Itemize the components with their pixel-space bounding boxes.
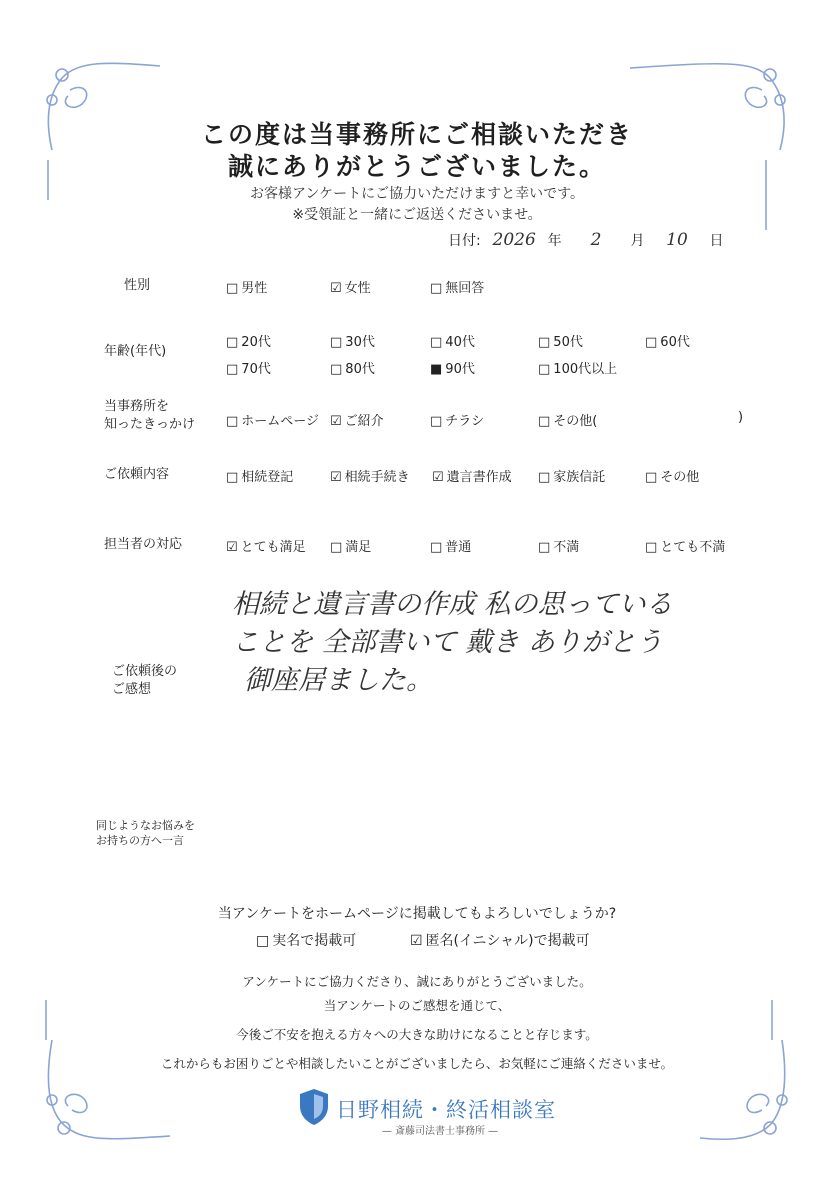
staff-option-very-satisfied[interactable] <box>226 536 306 555</box>
date-month[interactable]: 2 <box>590 230 602 250</box>
option-label: 遺言書作成 <box>446 470 512 485</box>
subtitle-line-1: お客様アンケートにご協力いただけますと幸いです。 <box>249 186 585 202</box>
age-option-40[interactable] <box>430 331 475 350</box>
request-option-registration[interactable] <box>226 466 293 485</box>
checkbox-icon: □ <box>538 540 551 555</box>
checkbox-icon: □ <box>226 335 239 350</box>
option-label: 家族信託 <box>553 470 606 485</box>
option-label: 30代 <box>345 335 375 350</box>
checkbox-icon: ☑ <box>226 540 238 555</box>
message-label-line-2: お持ちの方へ一言 <box>96 834 184 847</box>
checkbox-icon: □ <box>538 362 551 377</box>
checkbox-icon: □ <box>226 362 239 377</box>
shield-logo-icon <box>298 1088 330 1126</box>
impression-hand-line-2: ことを 全部書いて 戴き ありがとう <box>232 627 663 658</box>
option-label: 不満 <box>553 540 580 555</box>
referral-label-line-2: 知ったきっかけ <box>104 417 196 432</box>
checkbox-icon: ☑ <box>330 414 342 429</box>
option-label: 匿名(イニシャル)で掲載可 <box>425 933 590 949</box>
date-month-unit: 月 <box>630 233 645 249</box>
gender-option-none[interactable] <box>430 277 484 296</box>
checkbox-icon: □ <box>226 281 239 296</box>
checkbox-icon: □ <box>645 470 658 485</box>
age-option-60[interactable] <box>645 331 690 350</box>
gender-option-female[interactable] <box>330 277 371 296</box>
date-day[interactable]: 10 <box>666 230 688 250</box>
checkbox-icon: ☑ <box>330 470 342 485</box>
staff-option-dissatisfied[interactable] <box>538 536 579 555</box>
request-option-procedures[interactable] <box>330 466 410 485</box>
request-option-other[interactable] <box>645 466 699 485</box>
title-line-1: この度は当事務所にご相談いただき <box>200 120 633 149</box>
option-label: 無回答 <box>445 281 485 296</box>
gender-option-male[interactable] <box>226 277 267 296</box>
checkbox-icon: □ <box>256 933 270 949</box>
checkbox-icon: □ <box>330 362 343 377</box>
brand-name: 日野相続・終活相談室 <box>336 1098 556 1122</box>
referral-option-introduction[interactable] <box>330 410 384 429</box>
impression-label-line-2: ご感想 <box>112 682 152 697</box>
option-label: ホームページ <box>241 414 320 429</box>
option-label: 男性 <box>241 281 268 296</box>
gender-label: 性別 <box>124 278 151 293</box>
option-label: 90代 <box>445 362 475 377</box>
date-label: 日付: <box>448 233 481 249</box>
checkbox-icon: □ <box>330 335 343 350</box>
referral-label-line-1: 当事務所を <box>104 399 170 414</box>
checkbox-icon: □ <box>538 414 551 429</box>
option-label: 80代 <box>345 362 375 377</box>
option-label: 100代以上 <box>553 362 618 377</box>
brand-subtitle: — 斎藤司法書士事務所 — <box>381 1126 499 1137</box>
date-day-unit: 日 <box>709 233 724 249</box>
closing-line-4: これからもお困りごとや相談したいことがございましたら、お気軽にご連絡くださいませ。 <box>160 1056 674 1071</box>
subtitle-line-2: ※受領証と一緒にご返送くださいませ。 <box>292 207 542 223</box>
checkbox-icon: □ <box>226 414 239 429</box>
message-label <box>96 818 195 848</box>
option-label: 40代 <box>445 335 475 350</box>
age-option-30[interactable] <box>330 331 375 350</box>
checkbox-icon: ☑ <box>410 933 423 949</box>
closing-line-2: 当アンケートのご感想を通じて、 <box>323 998 511 1013</box>
message-label-line-1: 同じようなお悩みを <box>96 819 195 832</box>
checkbox-icon: □ <box>645 335 658 350</box>
checkbox-icon: □ <box>430 281 443 296</box>
checkbox-icon: □ <box>538 335 551 350</box>
option-label: 50代 <box>553 335 583 350</box>
date-year[interactable]: 2026 <box>492 230 536 250</box>
checkbox-icon: ☑ <box>330 281 342 296</box>
age-option-50[interactable] <box>538 331 583 350</box>
age-option-90[interactable] <box>430 358 475 377</box>
checkbox-icon: □ <box>430 414 443 429</box>
staff-option-normal[interactable] <box>430 536 471 555</box>
closing-line-3: 今後ご不安を抱える方々への大きな助けになることと存じます。 <box>236 1027 598 1042</box>
date-year-unit: 年 <box>547 233 562 249</box>
option-label: チラシ <box>445 414 485 429</box>
permission-option-anonymous[interactable] <box>410 930 590 950</box>
closing-line-1: アンケートにご協力くださり、誠にありがとうございました。 <box>242 974 592 989</box>
checkbox-icon: □ <box>645 540 658 555</box>
referral-option-other[interactable] <box>538 410 597 429</box>
referral-label <box>104 398 195 434</box>
option-label: 70代 <box>241 362 271 377</box>
staff-option-satisfied[interactable] <box>330 536 371 555</box>
request-option-trust[interactable] <box>538 466 605 485</box>
option-label: 60代 <box>660 335 690 350</box>
checkbox-icon: ☑ <box>432 470 444 485</box>
age-label: 年齢(年代) <box>104 344 167 359</box>
request-label: ご依頼内容 <box>104 467 170 482</box>
impression-hand-line-3: 御座居ました。 <box>244 665 433 696</box>
checkbox-icon: ■ <box>430 362 443 377</box>
checkbox-icon: □ <box>430 540 443 555</box>
date-row <box>448 230 723 250</box>
option-label: ご紹介 <box>344 414 384 429</box>
option-label: 普通 <box>445 540 472 555</box>
title-line-2: 誠にありがとうございました。 <box>227 152 606 181</box>
request-option-will[interactable] <box>432 466 512 485</box>
referral-other-close-paren: ) <box>738 410 744 425</box>
option-label: とても不満 <box>660 540 726 555</box>
permission-question: 当アンケートをホームページに掲載してもよろしいでしょうか? <box>217 906 617 922</box>
staff-option-very-dissatisfied[interactable] <box>645 536 725 555</box>
age-option-20[interactable] <box>226 331 271 350</box>
option-label: 実名で掲載可 <box>272 933 357 949</box>
permission-option-realname[interactable] <box>256 930 356 950</box>
referral-option-homepage[interactable] <box>226 410 319 429</box>
age-option-80[interactable] <box>330 358 375 377</box>
impression-label <box>112 663 177 699</box>
checkbox-icon: □ <box>330 540 343 555</box>
checkbox-icon: □ <box>538 470 551 485</box>
option-label: 女性 <box>344 281 371 296</box>
age-option-100[interactable] <box>538 358 617 377</box>
option-label: その他 <box>660 470 700 485</box>
option-label: 相続登記 <box>241 470 294 485</box>
checkbox-icon: □ <box>226 470 239 485</box>
option-label: 相続手続き <box>344 470 410 485</box>
checkbox-icon: □ <box>430 335 443 350</box>
option-label: 満足 <box>345 540 372 555</box>
age-option-70[interactable] <box>226 358 271 377</box>
staff-label: 担当者の対応 <box>104 537 183 552</box>
option-label: その他( <box>553 414 598 429</box>
option-label: とても満足 <box>240 540 306 555</box>
option-label: 20代 <box>241 335 271 350</box>
impression-hand-line-1: 相続と遺言書の作成 私の思っている <box>232 589 673 620</box>
impression-label-line-1: ご依頼後の <box>112 664 178 679</box>
referral-option-flyer[interactable] <box>430 410 484 429</box>
